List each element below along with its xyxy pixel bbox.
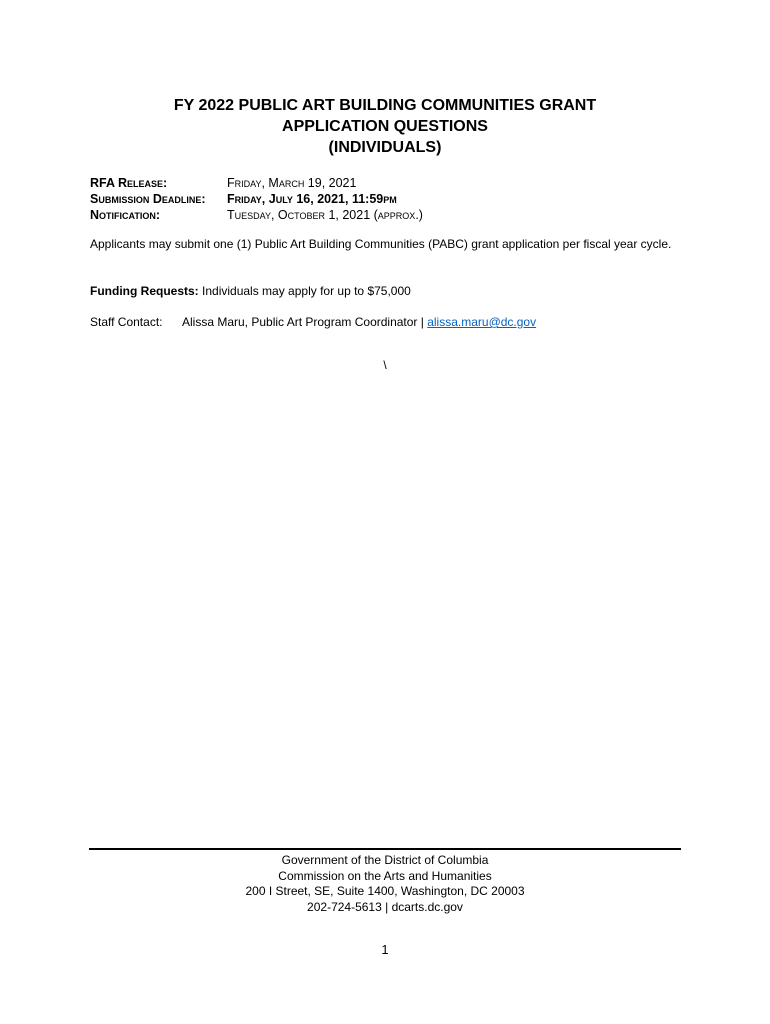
document-title: [0, 95, 770, 158]
funding-text: Individuals may apply for up to $75,000: [202, 284, 411, 298]
date-label: Submission Deadline:: [90, 192, 206, 206]
staff-contact-text: Alissa Maru, Public Art Program Coordinator |: [182, 315, 424, 329]
date-value: Friday, March 19, 2021: [227, 176, 357, 190]
funding-paragraph: [90, 283, 680, 299]
title-line-1: FY 2022 PUBLIC ART BUILDING COMMUNITIES GRANT: [173, 97, 597, 114]
title-line-3: (INDIVIDUALS): [328, 139, 442, 156]
footer-line-4: 202-724-5613 | dcarts.dc.gov: [307, 899, 463, 914]
footer-line-2: Commission on the Arts and Humanities: [278, 868, 492, 883]
intro-paragraph: Applicants may submit one (1) Public Art Building Communities (PABC) grant application per fiscal year cycle.: [90, 237, 672, 251]
date-row-notification: [90, 207, 423, 223]
page-number: 1: [381, 942, 389, 957]
key-dates-table: [90, 175, 423, 223]
footer: [0, 853, 770, 915]
footer-divider: [89, 848, 681, 850]
footer-line-1: Government of the District of Columbia: [281, 853, 489, 867]
date-value: Friday, July 16, 2021, 11:59pm: [227, 192, 397, 206]
staff-email-link[interactable]: alissa.maru@dc.gov: [427, 315, 537, 329]
date-label: RFA Release:: [90, 176, 168, 190]
staff-contact-paragraph: [90, 314, 680, 330]
date-label: Notification:: [90, 208, 161, 222]
date-row-rfa-release: [90, 175, 423, 191]
staff-contact-label: Staff Contact:: [90, 315, 163, 329]
title-line-2: APPLICATION QUESTIONS: [282, 118, 488, 135]
stray-backslash: \: [383, 358, 387, 372]
funding-label: Funding Requests:: [90, 284, 199, 298]
footer-line-3: 200 I Street, SE, Suite 1400, Washington, DC 20003: [245, 884, 525, 898]
date-value: Tuesday, October 1, 2021 (approx.): [227, 208, 423, 222]
date-row-submission-deadline: [90, 191, 423, 207]
